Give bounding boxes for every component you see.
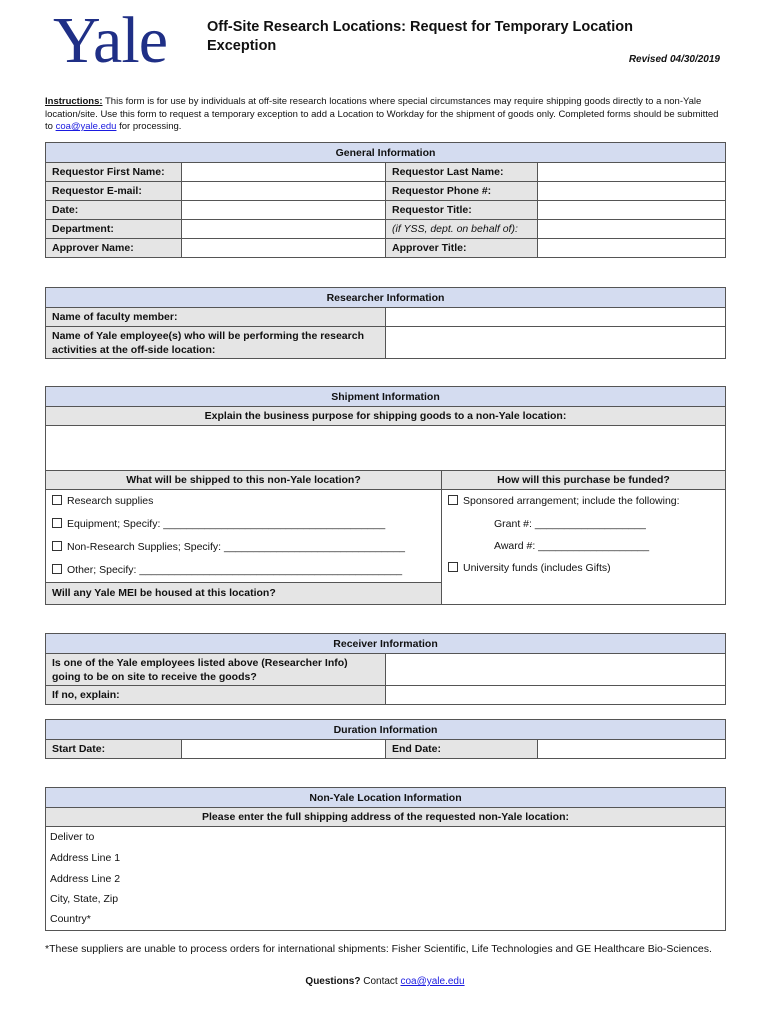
- sponsored-option[interactable]: Sponsored arrangement; include the following:: [442, 490, 725, 513]
- checkbox-icon[interactable]: [52, 564, 62, 574]
- employees-label: Name of Yale employee(s) who will be performing the research activities at the off-side location:: [46, 327, 386, 359]
- first-name-label: Requestor First Name:: [46, 163, 182, 182]
- funding-blank: [442, 580, 725, 604]
- shipment-info-header: Shipment Information: [46, 387, 726, 407]
- what-shipped-cell: [46, 490, 442, 605]
- start-date-label: Start Date:: [46, 740, 182, 759]
- deliver-to-field[interactable]: Deliver to: [50, 831, 95, 843]
- yss-dept-field[interactable]: [538, 220, 726, 239]
- equipment-option[interactable]: Equipment; Specify: ______________________________________: [46, 513, 441, 536]
- explain-field[interactable]: [386, 686, 726, 705]
- checkbox-icon[interactable]: [52, 518, 62, 528]
- award-field[interactable]: Award #: ___________________: [494, 540, 650, 552]
- last-name-label: Requestor Last Name:: [386, 163, 538, 182]
- city-state-zip-field[interactable]: City, State, Zip: [50, 893, 119, 905]
- funding-cell: [442, 490, 726, 605]
- general-info-header: General Information: [46, 143, 726, 163]
- date-field[interactable]: [182, 201, 386, 220]
- questions-email-link[interactable]: coa@yale.edu: [400, 976, 465, 987]
- email-field[interactable]: [182, 182, 386, 201]
- checkbox-icon[interactable]: [52, 541, 62, 551]
- research-supplies-option[interactable]: Research supplies: [46, 490, 441, 513]
- purpose-label: Explain the business purpose for shipping goods to a non-Yale location:: [46, 407, 726, 426]
- duration-info-table: [45, 719, 726, 759]
- yale-logo: Yale: [53, 4, 167, 77]
- checkbox-icon[interactable]: [448, 562, 458, 572]
- end-date-label: End Date:: [386, 740, 538, 759]
- researcher-info-table: [45, 287, 726, 359]
- first-name-field[interactable]: [182, 163, 386, 182]
- instructions: [45, 96, 725, 134]
- approver-title-field[interactable]: [538, 239, 726, 258]
- form-title: Off-Site Research Locations: Request for Temporary Location Exception: [207, 19, 633, 54]
- address-line-2-field[interactable]: Address Line 2: [50, 873, 121, 885]
- faculty-field[interactable]: [386, 308, 726, 327]
- department-label: Department:: [46, 220, 182, 239]
- yss-note-label: (if YSS, dept. on behalf of):: [386, 220, 538, 239]
- checkbox-icon[interactable]: [52, 495, 62, 505]
- address-block: [46, 827, 726, 931]
- mei-question: Will any Yale MEI be housed at this location?: [46, 582, 441, 604]
- location-instruction: Please enter the full shipping address of the requested non-Yale location:: [46, 808, 726, 827]
- revised-date: Revised 04/30/2019: [628, 54, 720, 65]
- shipment-info-table: [45, 386, 726, 605]
- footnote: *These suppliers are unable to process orders for international shipments: Fisher Scientific, Life Technologies and GE Healthcare Bio-Sciences.: [45, 943, 712, 955]
- other-option[interactable]: Other; Specify: _____________________________________________: [46, 559, 441, 582]
- email-label: Requestor E-mail:: [46, 182, 182, 201]
- last-name-field[interactable]: [538, 163, 726, 182]
- approver-name-label: Approver Name:: [46, 239, 182, 258]
- checkbox-icon[interactable]: [448, 495, 458, 505]
- receiver-info-table: [45, 633, 726, 705]
- researcher-info-header: Researcher Information: [46, 288, 726, 308]
- instructions-email-link[interactable]: coa@yale.edu: [55, 121, 117, 132]
- location-info-header: Non-Yale Location Information: [46, 788, 726, 808]
- receiver-answer-field[interactable]: [386, 654, 726, 686]
- receiver-question: Is one of the Yale employees listed above (Researcher Info) going to be on site to receive the goods?: [46, 654, 386, 686]
- faculty-label: Name of faculty member:: [46, 308, 386, 327]
- instructions-text: This form is for use by individuals at off-site research locations where special circumstances may require shipping goods directly to a non-Yale location/site. Use this form to request a temporary exception to add a Location to Workday for the shipment of goods only. Completed forms should be submitted to: [45, 96, 719, 132]
- instructions-label: Instructions:: [45, 96, 103, 107]
- department-field[interactable]: [182, 220, 386, 239]
- questions-text: Contact: [363, 976, 398, 987]
- requestor-title-label: Requestor Title:: [386, 201, 538, 220]
- questions-line: [0, 976, 770, 987]
- address-line-1-field[interactable]: Address Line 1: [50, 852, 121, 864]
- explain-label: If no, explain:: [46, 686, 386, 705]
- date-label: Date:: [46, 201, 182, 220]
- receiver-info-header: Receiver Information: [46, 634, 726, 654]
- country-field[interactable]: Country*: [50, 913, 91, 925]
- phone-label: Requestor Phone #:: [386, 182, 538, 201]
- what-shipped-header: What will be shipped to this non-Yale location?: [46, 471, 442, 490]
- instructions-suffix: for processing.: [119, 121, 182, 132]
- funding-header: How will this purchase be funded?: [442, 471, 726, 490]
- approver-title-label: Approver Title:: [386, 239, 538, 258]
- purpose-field[interactable]: [46, 426, 726, 471]
- phone-field[interactable]: [538, 182, 726, 201]
- end-date-field[interactable]: [538, 740, 726, 759]
- general-info-table: [45, 142, 726, 258]
- location-info-table: [45, 787, 726, 931]
- requestor-title-field[interactable]: [538, 201, 726, 220]
- university-funds-option[interactable]: University funds (includes Gifts): [442, 557, 725, 580]
- start-date-field[interactable]: [182, 740, 386, 759]
- approver-name-field[interactable]: [182, 239, 386, 258]
- grant-field[interactable]: Grant #: ___________________: [494, 518, 646, 530]
- questions-label: Questions?: [305, 976, 361, 987]
- employees-field[interactable]: [386, 327, 726, 359]
- duration-info-header: Duration Information: [46, 720, 726, 740]
- non-research-option[interactable]: Non-Research Supplies; Specify: _______________________________: [46, 536, 441, 559]
